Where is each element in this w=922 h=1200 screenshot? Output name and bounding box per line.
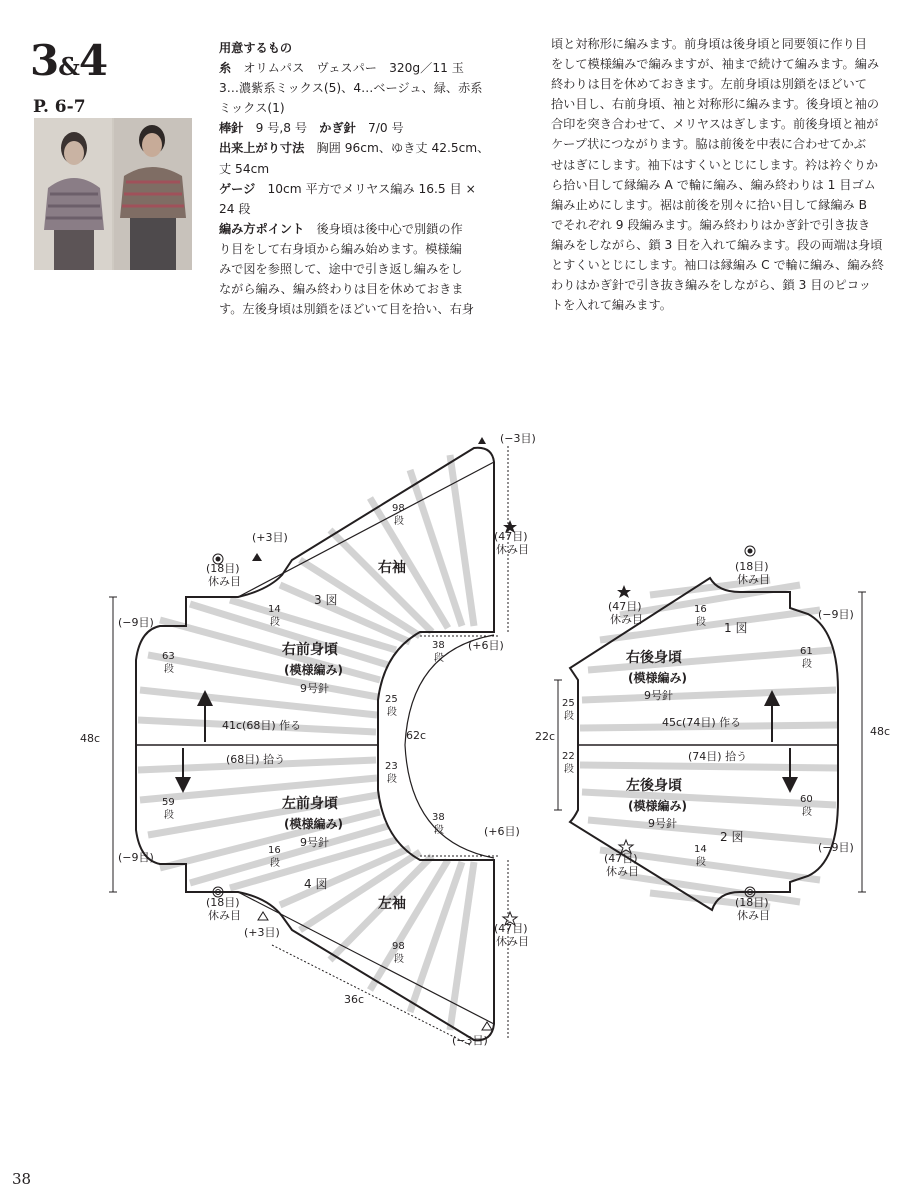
front-18-top: (18目) — [206, 562, 240, 575]
row-98-bottom: 98 — [392, 941, 405, 952]
row-59-dan: 段 — [164, 810, 174, 821]
row-23-front: 23 — [385, 761, 398, 772]
row-25-front: 25 — [385, 694, 398, 705]
right-front-label: 右前身頃 — [282, 642, 338, 658]
front-rest-18-top: 休み目 — [208, 575, 241, 588]
row-16-back-dan: 段 — [696, 617, 706, 628]
row-14: 14 — [268, 604, 281, 615]
yarn-line — [219, 58, 537, 78]
instruction-line: 合印を突き合わせて、メリヤスはぎします。前後身頃と袖が — [551, 117, 879, 132]
points-line-1: り目をして右身頃から編み始めます。模様編 — [219, 241, 462, 256]
yarn-colors-1: 3…濃紫系ミックス(5)、4…ベージュ、緑、赤系 — [219, 81, 483, 96]
instruction-line: 頃と対称形に編みます。前身頃は後身頃と同要領に作り目 — [551, 37, 867, 51]
back-rest-47-top: 休み目 — [610, 613, 643, 626]
back-rest-47-bottom: 休み目 — [606, 865, 639, 878]
front-plus6-top: (+6目) — [468, 639, 504, 652]
instruction-line: とすくいとじにします。袖口は縁編み C で輪に編み、編み終 — [551, 258, 884, 273]
front-mark-bottom: (−3目) — [452, 1034, 488, 1047]
pattern-diagram — [0, 420, 922, 1060]
back-cast-on: 45c(74目) 作る — [662, 716, 742, 729]
bullseye-icon — [745, 546, 755, 556]
fig3-label: 3 図 — [314, 593, 338, 607]
row-22-back: 22 — [562, 751, 575, 762]
back-18-bottom: (18目) — [735, 896, 769, 909]
sleeve-length: 36c — [344, 993, 365, 1006]
row-22-back-dan: 段 — [564, 764, 574, 775]
points-text: 後身頃は後中心で別鎖の作 — [316, 221, 463, 236]
right-back-pattern: (模様編み) — [628, 671, 687, 685]
sleeve-top-seam — [238, 462, 494, 597]
row-63: 63 — [162, 651, 175, 662]
front-height: 48c — [79, 732, 100, 745]
front-18-bottom: (18目) — [206, 896, 240, 909]
front-rest-47-top: 休み目 — [496, 543, 529, 556]
back-47-top: (47目) — [608, 600, 642, 613]
instruction-line: をして模様編みで編みますが、袖まで続けて編みます。編み — [551, 57, 880, 72]
instruction-line: 終わりは目を休めておきます。左前身頃は別鎖をほどいて — [551, 77, 867, 92]
points-line-4: す。左後身頃は別鎖をほどいて目を拾い、右身 — [219, 302, 474, 317]
front-rest-47-bottom: 休み目 — [496, 935, 529, 948]
back-minus9-bottom: (−9目) — [818, 841, 854, 854]
row-38-bottom: 38 — [432, 812, 445, 823]
back-rest-18-top: 休み目 — [737, 573, 770, 586]
row-38-top-dan: 段 — [434, 653, 444, 664]
row-16-dan: 段 — [270, 858, 280, 869]
yarn-text: オリムパス ヴェスパー 320g／11 玉 — [243, 61, 464, 76]
size-text-2: 丈 54cm — [219, 161, 270, 176]
front-stripes — [138, 455, 474, 1030]
instruction-line: 編み止めにします。裾は前後を別々に拾い目して縁編み B — [551, 197, 867, 212]
page-number: 38 — [12, 1170, 32, 1188]
neck-arc — [405, 635, 494, 858]
pattern-number-b: 4 — [78, 36, 108, 85]
row-25-back-dan: 段 — [564, 711, 574, 722]
right-sleeve-label: 右袖 — [378, 560, 406, 576]
row-16: 16 — [268, 845, 281, 856]
left-front-label: 左前身頃 — [282, 796, 338, 812]
row-59: 59 — [162, 797, 175, 808]
hook-text: 7/0 号 — [368, 121, 404, 136]
sleeve-bottom-seam — [238, 892, 494, 1024]
yarn-label: 糸 — [219, 61, 232, 76]
size-line — [219, 138, 537, 158]
back-rest-18-bottom: 休み目 — [737, 909, 770, 922]
front-outline — [136, 448, 494, 1040]
right-back-label: 右後身頃 — [626, 650, 682, 666]
row-23-front-dan: 段 — [387, 774, 397, 785]
instruction-line: ら拾い目して縁編み A で輪に編み、編み終わりは 1 目ゴム — [551, 177, 876, 192]
yarn-colors-2: ミックス(1) — [219, 101, 285, 116]
size-text-1: 胸囲 96cm、ゆき丈 42.5cm、 — [316, 141, 490, 156]
left-back-needle: 9号針 — [648, 817, 677, 830]
neck-width: 62c — [406, 729, 427, 742]
row-61-back-dan: 段 — [802, 659, 812, 670]
row-14-back-dan: 段 — [696, 857, 706, 868]
row-38-top: 38 — [432, 640, 445, 651]
materials-text — [219, 38, 537, 319]
filled-triangle-icon — [252, 553, 262, 561]
back-pickup: (74目) 拾う — [688, 750, 748, 763]
instruction-line: トを入れて編みます。 — [551, 298, 672, 313]
open-triangle-icon — [482, 1022, 492, 1030]
gauge-line — [219, 179, 537, 199]
back-47-bottom: (47目) — [604, 852, 638, 865]
photo-model-left — [34, 118, 112, 270]
row-63-dan: 段 — [164, 664, 174, 675]
front-pickup: (68目) 拾う — [226, 753, 286, 766]
row-16-back: 16 — [694, 604, 707, 615]
left-back-pattern: (模様編み) — [628, 799, 687, 813]
row-60-back-dan: 段 — [802, 807, 812, 818]
left-front-pattern: (模様編み) — [284, 817, 343, 831]
front-piece — [80, 432, 536, 1047]
row-38-bottom-dan: 段 — [434, 825, 444, 836]
right-front-pattern: (模様編み) — [284, 663, 343, 677]
fig4-label: 4 図 — [304, 877, 328, 891]
back-height-right: 48c — [870, 725, 891, 738]
gauge-text-2: 24 段 — [219, 201, 251, 216]
filled-triangle-icon — [478, 437, 486, 444]
row-25-front-dan: 段 — [387, 707, 397, 718]
front-plus6-bottom: (+6目) — [484, 825, 520, 838]
back-minus9-top: (−9目) — [818, 608, 854, 621]
hook-label: かぎ針 — [319, 121, 356, 136]
fig2-label: 2 図 — [720, 830, 744, 844]
back-height-left: 22c — [535, 730, 556, 743]
front-minus9-bottom: (−9目) — [118, 851, 154, 864]
instruction-line: ケープ状につながります。脇は前後を中表に合わせてかぶ — [551, 137, 867, 152]
right-front-needle: 9号針 — [300, 682, 329, 695]
front-plus3-top: (+3目) — [252, 531, 288, 544]
left-back-label: 左後身頃 — [626, 778, 682, 794]
left-sleeve-label: 左袖 — [378, 896, 406, 912]
row-98-top-dan: 段 — [394, 516, 404, 527]
needle-label: 棒針 — [219, 121, 244, 136]
right-back-needle: 9号針 — [644, 689, 673, 702]
row-25-back: 25 — [562, 698, 575, 709]
filled-star-icon — [617, 585, 631, 598]
row-98-top: 98 — [392, 503, 405, 514]
row-14-dan: 段 — [270, 617, 280, 628]
size-label: 出来上がり寸法 — [219, 141, 305, 156]
points-label: 編み方ポイント — [219, 221, 305, 236]
model-photos — [34, 118, 192, 270]
instructions-text — [551, 34, 922, 315]
pattern-number-a: 3 — [30, 36, 59, 85]
front-cast-on: 41c(68目) 作る — [222, 719, 302, 732]
points-line-2: みで図を参照して、途中で引き返し編みをし — [219, 262, 463, 277]
instruction-line: せはぎにします。袖下はすくいとじにします。衿は衿ぐりか — [551, 157, 879, 172]
needle-text: 9 号,8 号 — [255, 121, 308, 136]
left-front-needle: 9号針 — [300, 836, 329, 849]
front-47-bottom: (47目) — [494, 922, 528, 935]
front-47-top: (47目) — [494, 530, 528, 543]
instruction-line: わりはかぎ針で引き抜き編みをしながら、鎖 3 目のピコッ — [551, 278, 871, 293]
points-line-0 — [219, 219, 537, 239]
fig1-label: 1 図 — [724, 621, 748, 635]
back-18-top: (18目) — [735, 560, 769, 573]
page-reference: P. 6-7 — [33, 97, 86, 117]
points-line-3: ながら編み、編み終わりは目を休めておきま — [219, 282, 464, 297]
gauge-text-1: 10cm 平方でメリヤス編み 16.5 目 × — [267, 181, 476, 196]
instruction-line: 編みをしながら、鎖 3 目を入れて編みます。段の両端は身頃 — [551, 237, 883, 252]
row-98-bottom-dan: 段 — [394, 954, 404, 965]
row-14-back: 14 — [694, 844, 707, 855]
front-minus9-top: (−9目) — [118, 616, 154, 629]
pattern-amp: & — [58, 52, 79, 81]
instruction-line: 拾い目し、右前身頃、袖と対称形に編みます。後身頃と袖の — [551, 97, 880, 112]
instruction-line: でそれぞれ 9 段編みます。編み終わりはかぎ針で引き抜き — [551, 217, 871, 232]
back-piece — [535, 546, 890, 922]
materials-heading: 用意するもの — [219, 41, 293, 55]
open-triangle-icon — [258, 912, 268, 920]
row-61-back: 61 — [800, 646, 813, 657]
front-mark-top: (−3目) — [500, 432, 536, 445]
front-rest-18-bottom: 休み目 — [208, 909, 241, 922]
gauge-label: ゲージ — [219, 181, 256, 196]
photo-model-right — [114, 118, 192, 270]
row-60-back: 60 — [800, 794, 813, 805]
pattern-number — [30, 36, 107, 85]
needle-line — [219, 118, 537, 138]
front-plus3-bottom: (+3目) — [244, 926, 280, 939]
